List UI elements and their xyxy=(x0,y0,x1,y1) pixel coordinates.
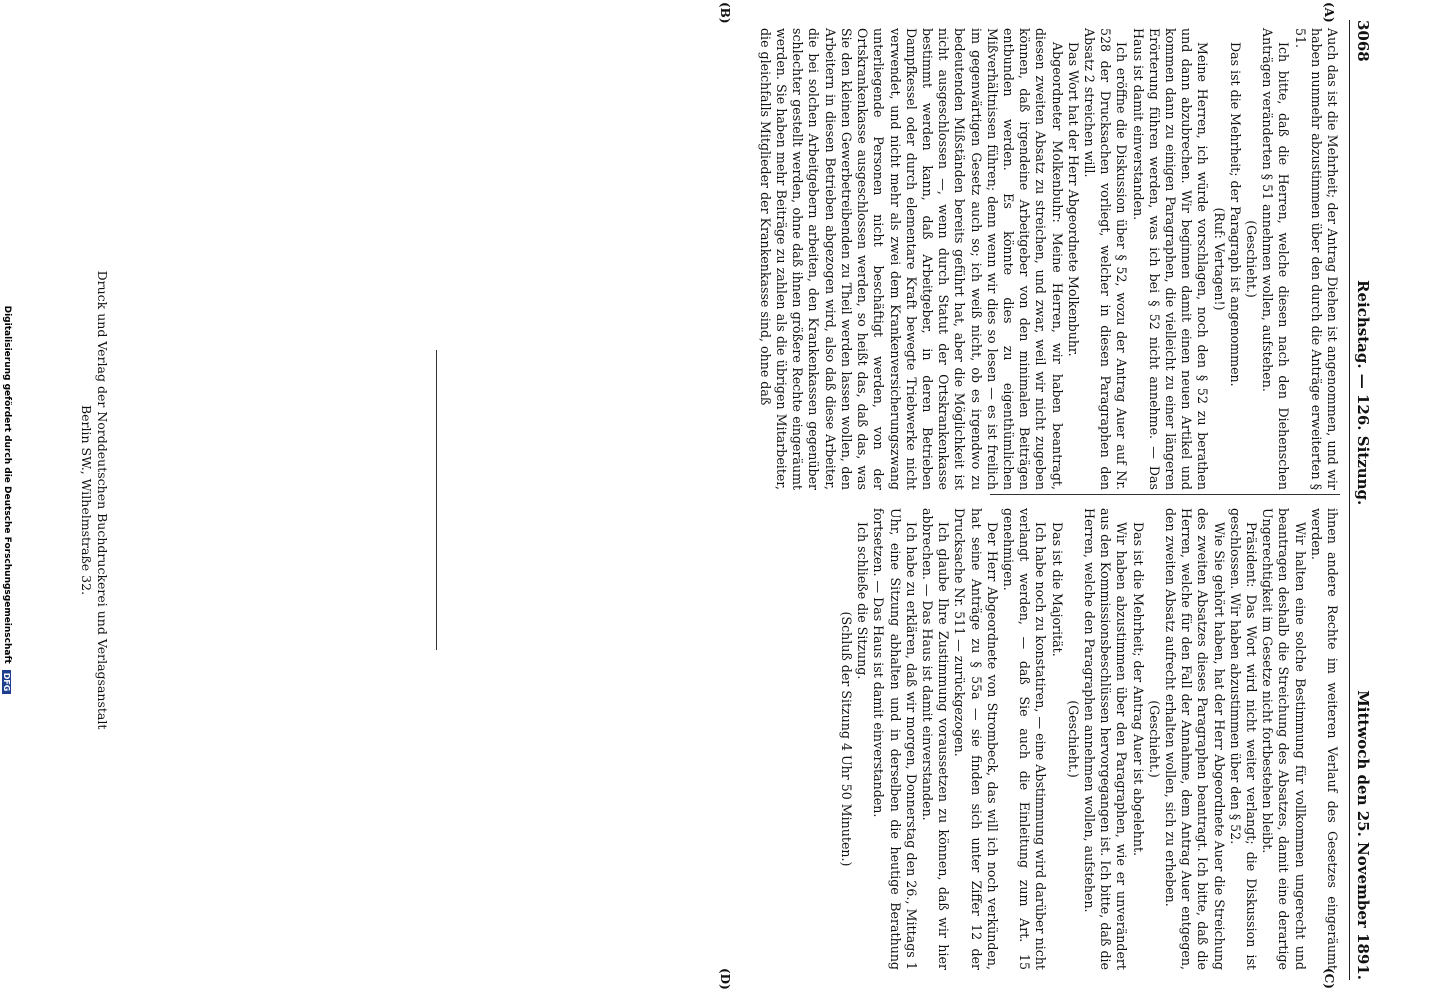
paragraph: Der Herr Abgeordnete von Strombeck, das will ich noch verkünden, hat seine Anträge zu § 55a — sie finden sich unter Ziffer 12 der Drucksache Nr. 511 — zurückgezogen. xyxy=(952,508,1000,970)
paragraph: Abgeordneter Molkenbuhr: Meine Herren, wir haben beantragt, diesen zweiten Absatz zu streichen, und zwar, weil wir nicht zugeben können, daß irgendeine Arbeitgeber von den minimalen Beiträgen entbunden werden. Es könnte dies zu eigenthümlichen Mißverhältnissen führen; denn wenn wir dies so lesen — es ist freilich im gegenwärtigen Gesetz auch so; ich weiß nicht, ob es irgendwo zu bedeutenden Mißständen bereits geführt hat, aber die Möglichkeit ist nicht ausgeschlossen —, wenn durch Statut der Ortskrankenkasse bestimmt werden kann, daß Arbeitgeber, in deren Betrieben Dampfkessel oder durch elementare Kraft bewegte Triebwerke nicht verwendet, und nicht mehr als zwei dem Krankenversicherungszwang unterliegende Personen nicht beschäftigt werden, von der Ortskrankenkasse ausgeschlossen werden, so heißt das, daß das, was Sie den kleinen Gewerbetreibenden zu Theil werden lassen wollen, den Arbeitern in diesen Betrieben abgezogen wird, also daß diese Arbeiter, die bei solchen Arbeitgebern arbeiten, den Krankenkassen gegenüber schlechter gestellt werden, ohne daß ihnen größere Rechte eingeräumt werden. Sie haben mehr Beiträge zu zahlen als die übrigen Mitarbeiter, die gleichfalls Mitglieder der Krankenkasse sind, ohne daß xyxy=(757,28,1065,490)
paragraph: ihnen andere Rechte im weiteren Verlauf des Gesetzes eingeräumt werden. xyxy=(1308,508,1340,970)
paragraph: Das ist die Mehrheit; der Antrag Auer ist abgelehnt. xyxy=(1130,522,1146,857)
paragraph: Wir halten eine solche Bestimmung für vollkommen ungerecht und beantragen deshalb die Streichung des Absatzes, damit eine derartige Ungerechtigkeit im Gesetze nicht fortbestehen bleibt. xyxy=(1260,508,1308,970)
end-rule xyxy=(436,350,437,650)
running-header xyxy=(1349,20,1372,980)
paragraph: Präsident: Das Wort wird nicht weiter verlangt; die Diskussion ist geschlossen. Wir haben abzustimmen über den § 52. xyxy=(1227,508,1259,970)
paragraph: Ich glaube Ihre Zustimmung voraussetzen zu können, daß wir hier abbrechen. — Das Haus ist damit einverstanden. xyxy=(919,508,952,970)
paragraph: Ich bitte, daß die Herren, welche diesen nach den Diehenschen Anträgen veränderten § 51 annehmen wollen, aufstehen. xyxy=(1260,28,1292,490)
paragraph: Das ist die Majorität. xyxy=(1049,522,1065,657)
paragraph: Ich eröffne die Diskussion über § 52, wozu der Antrag Auer auf Nr. 528 der Drucksachen vorliegt, welcher in diesen Paragraphen den Absatz 2 streichen will. xyxy=(1081,28,1130,490)
column-divider xyxy=(990,494,1340,495)
paragraph: (Ruf: Vertagen!) xyxy=(1211,207,1227,311)
paragraph: Ich habe zu erklären, daß wir morgen, Donnerstag den 26., Mittags 1 Uhr, eine Sitzung abhalten und in derselben die heutige Berathung fortsetzen. — Das Haus ist damit einverstanden. xyxy=(871,508,919,970)
footer-text: Digitalisierung gefördert durch die Deutsche Forschungsgemeinschaft xyxy=(2,305,12,664)
paragraph: Das Wort hat der Herr Abgeordnete Molkenbuhr. xyxy=(1065,42,1081,357)
margin-mark-d: (D) xyxy=(718,968,732,990)
paragraph: Ich habe noch zu konstatiren, — eine Abstimmung wird darüber nicht verlangt werden, — daß Sie auch die Einleitung zum Art. 15 genehmigen. xyxy=(1000,508,1049,970)
paragraph: Wie Sie gehört haben, hat der Herr Abgeordnete Auer die Streichung des zweiten Absatzes dieses Paragraphen beantragt. Ich bitte, daß die Herren, welche für den Fall der Annahme, dem Antrag Auer entgegen, den zweiten Absatz aufrecht erhalten wollen, sich zu erheben. xyxy=(1162,508,1227,970)
paragraph: (Geschieht.) xyxy=(1243,220,1259,298)
page-number: 3068 xyxy=(1354,20,1372,62)
paragraph: (Geschieht.) xyxy=(1065,700,1081,778)
paragraph: Wir haben abzustimmen über den Paragraphen, wie er unverändert aus den Kommissionsbeschlüssen hervorgegangen ist. Ich bitte, daß die Herren, welche den Paragraphen annehmen wollen, aufstehen. xyxy=(1081,508,1130,970)
paragraph: Das ist die Mehrheit; der Paragraph ist angenommen. xyxy=(1227,42,1243,387)
printer-imprint xyxy=(78,250,110,750)
margin-mark-a: (A) xyxy=(1322,2,1336,23)
imprint-line-2: Berlin SW., Wilhelmstraße 32. xyxy=(79,404,94,596)
margin-mark-c: (C) xyxy=(1322,968,1336,989)
paragraph: (Schluß der Sitzung 4 Uhr 50 Minuten.) xyxy=(838,611,854,867)
paragraph: Ich schließe die Sitzung. xyxy=(855,522,871,680)
imprint-line-1: Druck und Verlag der Norddeutschen Buchdruckerei und Verlagsanstalt xyxy=(95,270,110,730)
digitization-footer xyxy=(0,0,14,1000)
left-column xyxy=(757,28,1340,490)
dfg-logo: DFG xyxy=(3,670,12,695)
right-column xyxy=(838,508,1340,970)
paragraph: (Geschieht.) xyxy=(1146,700,1162,778)
margin-mark-b: (B) xyxy=(718,2,732,24)
paragraph: Auch das ist die Mehrheit; der Antrag Diehen ist angenommen, und wir haben nunmehr abzustimmen über den durch die Anträge erweiterten § 51. xyxy=(1292,28,1340,490)
session-title: Reichstag. — 126. Sitzung. xyxy=(1354,280,1372,506)
session-date: Mittwoch den 25. November 1891. xyxy=(1354,690,1372,980)
paragraph: Meine Herren, ich würde vorschlagen, noch den § 52 zu berathen und dann abzubrechen. Wir beginnen damit einen neuen Artikel und kommen dann zu einigen Paragraphen, die vielleicht zu einer längeren Erörterung führen werden, was ich bei § 52 nicht annehme. — Das Haus ist damit einverstanden. xyxy=(1130,28,1211,490)
